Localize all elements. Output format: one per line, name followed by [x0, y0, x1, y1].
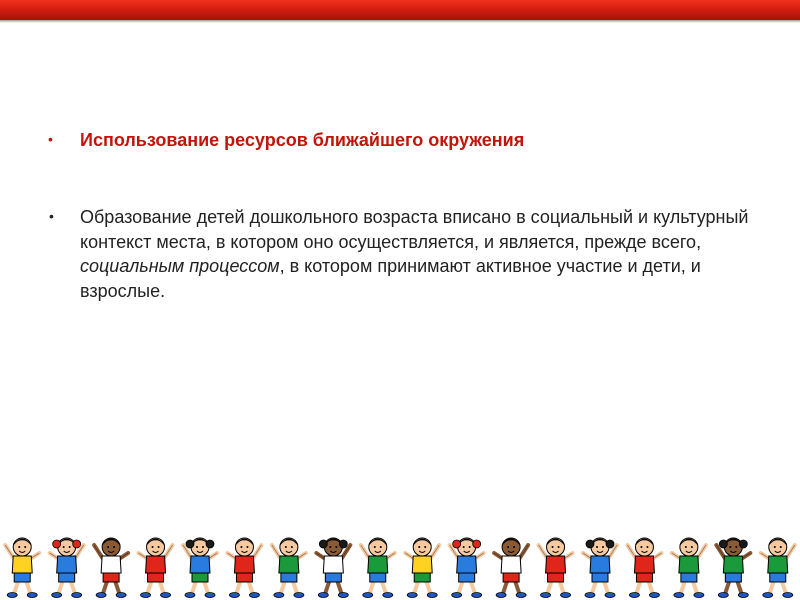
child-figure: [272, 538, 306, 598]
body-text-part: Образование детей дошкольного возраста вписано в социальный и культурный контекст места, в котором оно осуществляется, и является, прежде всего,: [80, 207, 749, 252]
top-accent-bar: [0, 0, 800, 20]
child-figure: [94, 538, 128, 598]
child-figure: [583, 538, 617, 598]
bullet-marker: •: [49, 208, 54, 224]
top-bar-shadow: [0, 20, 800, 23]
child-figure: [450, 538, 484, 598]
child-figure: [539, 538, 573, 598]
heading-bullet-text: Использование ресурсов ближайшего окружения: [80, 130, 525, 150]
child-figure: [5, 538, 39, 598]
child-figure: [405, 538, 439, 598]
child-figure: [627, 538, 661, 598]
child-figure: [183, 538, 217, 598]
body-text-emphasis: социальным процессом: [80, 256, 280, 276]
child-figure: [50, 538, 84, 598]
child-figure: [716, 538, 750, 598]
child-figure: [361, 538, 395, 598]
children-illustration: [0, 525, 800, 600]
child-figure: [761, 538, 795, 598]
body-bullet-text: [80, 205, 770, 303]
child-figure: [139, 538, 173, 598]
child-figure: [316, 538, 350, 598]
body-text-part: , в котором принимают активное участие и дети, и взрослые.: [80, 256, 701, 301]
child-figure: [494, 538, 528, 598]
child-figure: [672, 538, 706, 598]
bullet-marker: •: [48, 131, 53, 147]
child-figure: [227, 538, 261, 598]
